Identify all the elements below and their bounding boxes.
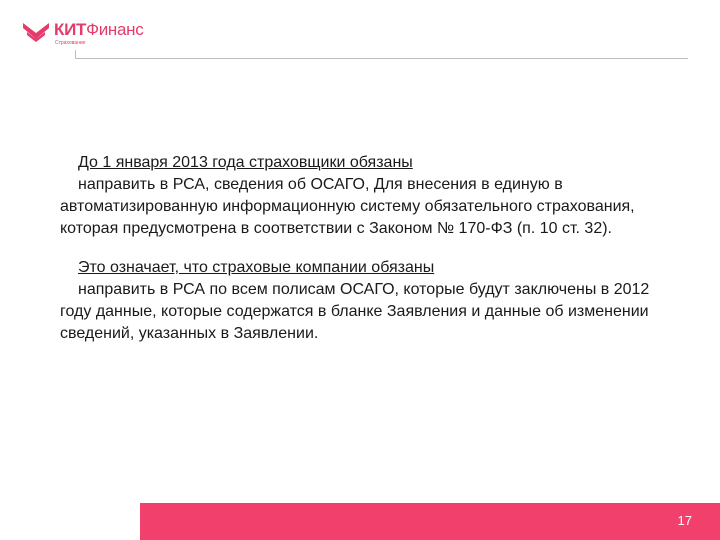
page-number: 17	[677, 513, 692, 528]
paragraph-deadline-first-line: направить в РСА, сведения об ОСАГО, Для внесения в единую в	[78, 176, 563, 193]
paragraph-deadline-text: автоматизированную информационную систему обязательного страхования, которая предусмотрена в соответствии с Законом № 170-ФЗ (п. 10 ст. 32).	[60, 198, 635, 237]
logo-wordmark-bold: КИТ	[54, 20, 87, 39]
logo-bird-icon	[22, 20, 50, 44]
paragraph-meaning	[60, 257, 660, 345]
paragraph-deadline-lead: До 1 января 2013 года страховщики обязаны	[78, 154, 413, 171]
logo-wordmark	[54, 20, 143, 40]
paragraph-deadline	[60, 152, 660, 240]
paragraph-meaning-text: заключены в 2012 году данные, которые содержатся в бланке Заявления и данные об изменении сведений, указанных в Заявлении.	[60, 281, 650, 342]
company-logo	[22, 18, 172, 50]
footer-band	[140, 503, 720, 540]
logo-subtitle: Страхование	[55, 40, 86, 46]
slide-body	[60, 152, 660, 362]
paragraph-meaning-lead: Это означает, что страховые компании обязаны	[78, 259, 435, 276]
logo-wordmark-regular: Финанс	[86, 20, 144, 39]
header-divider	[75, 58, 688, 59]
paragraph-meaning-first-line: направить в РСА по всем полисам ОСАГО, которые будут	[78, 281, 510, 298]
